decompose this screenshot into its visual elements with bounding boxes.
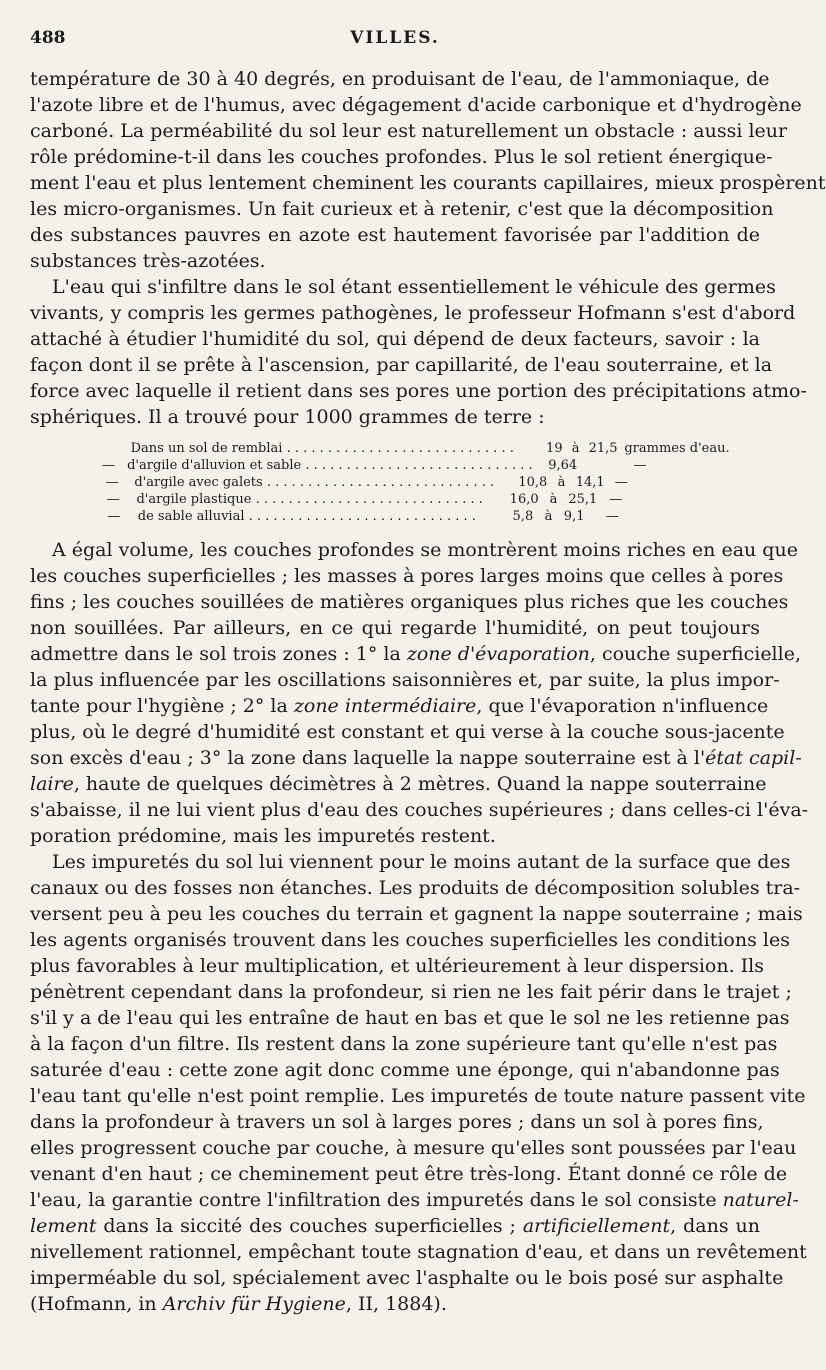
text-line: la plus influencée par les oscillations saisonnières et, par suite, la plus impor- (30, 669, 780, 691)
text-line: nivellement rationnel, empêchant toute stagnation d'eau, et dans un revêtement (30, 1241, 807, 1263)
table-sep: à (571, 441, 580, 456)
text-line: L'eau qui s'infiltre dans le sol étant essentiellement le véhicule des germes (52, 276, 776, 298)
paragraph-1 (30, 66, 826, 274)
table-value-max: 25,1 (568, 492, 598, 507)
table-label: d'argile avec galets . . . . . . . . . . . . . . . . . . . . . . . . . . . . (134, 475, 495, 490)
text-line: saturée d'eau : cette zone agit donc comme une éponge, qui n'abandonne pas (30, 1059, 780, 1081)
table-value-min: 9,64 (548, 458, 578, 473)
running-title: VILLES. (350, 28, 440, 48)
table-value-max: 9,1 (563, 509, 585, 524)
table-sep: à (557, 475, 566, 490)
text-line: dans la profondeur à travers un sol à larges pores ; dans un sol à pores fins, (30, 1111, 764, 1133)
paragraph-2 (30, 274, 807, 430)
text-line: l'eau, la garantie contre l'infiltration des impuretés dans le sol consiste naturel- (30, 1189, 799, 1211)
table-dash: — (106, 492, 120, 507)
text-line: rôle prédomine-t-il dans les couches profondes. Plus le sol retient énergique- (30, 146, 773, 168)
text-line: laire, haute de quelques décimètres à 2 mètres. Quand la nappe souterraine (30, 773, 767, 795)
text-line: son excès d'eau ; 3° la zone dans laquelle la nappe souterraine est à l'état capil- (30, 747, 802, 769)
table-value-max: 14,1 (575, 475, 605, 490)
table-row (90, 491, 730, 508)
text-line: Les impuretés du sol lui viennent pour le moins autant de la surface que des (52, 851, 791, 873)
table-unit: — (609, 492, 623, 507)
text-line: s'il y a de l'eau qui les entraîne de haut en bas et que le sol ne les retienne pas (30, 1007, 790, 1029)
text-line: à la façon d'un filtre. Ils restent dans la zone supérieure tant qu'elle n'est pas (30, 1033, 778, 1055)
text-line: lement dans la siccité des couches superficielles ; artificiellement, dans un (30, 1215, 760, 1237)
text-line: carboné. La perméabilité du sol leur est naturellement un obstacle : aussi leur (30, 120, 788, 142)
table-sep: à (544, 509, 553, 524)
text-line: sphériques. Il a trouvé pour 1000 grammes de terre : (30, 406, 545, 428)
table-unit: — (605, 509, 619, 524)
table-row (90, 508, 730, 525)
text-line: poration prédomine, mais les impuretés restent. (30, 825, 496, 847)
table-unit: — (614, 475, 628, 490)
text-line: (Hofmann, in Archiv für Hygiene, II, 1884). (30, 1293, 447, 1315)
text-line: force avec laquelle il retient dans ses pores une portion des précipitations atmo- (30, 380, 807, 402)
table-dash: — (102, 458, 116, 473)
text-line: imperméable du sol, spécialement avec l'asphalte ou le bois posé sur asphalte (30, 1267, 784, 1289)
table-row (90, 457, 730, 474)
table-dash: — (105, 475, 119, 490)
text-line: venant d'en haut ; ce cheminement peut être très-long. Étant donné ce rôle de (30, 1163, 788, 1185)
text-line: pénètrent cependant dans la profondeur, si rien ne les fait périr dans le trajet ; (30, 981, 792, 1003)
table-sep: à (549, 492, 558, 507)
paragraph-3 (30, 537, 809, 849)
text-line: plus favorables à leur multiplication, et ultérieurement à leur dispersion. Ils (30, 955, 765, 977)
soil-water-table (90, 440, 730, 525)
text-line: tante pour l'hygiène ; 2° la zone intermédiaire, que l'évaporation n'influence (30, 695, 769, 717)
table-value-max: 21,5 (588, 441, 618, 456)
table-row (90, 440, 730, 457)
text-line: ment l'eau et plus lentement cheminent les courants capillaires, mieux prospèrent (30, 172, 826, 194)
table-value-min: 5,8 (512, 509, 534, 524)
text-line: non souillées. Par ailleurs, en ce qui regarde l'humidité, on peut toujours (30, 617, 760, 639)
text-line: s'abaisse, il ne lui vient plus d'eau des couches supérieures ; dans celles-ci l'éva- (30, 799, 809, 821)
text-line: A égal volume, les couches profondes se montrèrent moins riches en eau que (52, 539, 798, 561)
text-line: attaché à étudier l'humidité du sol, qui dépend de deux facteurs, savoir : la (30, 328, 760, 350)
text-line: vivants, y compris les germes pathogènes, le professeur Hofmann s'est d'abord (30, 302, 796, 324)
text-line: les couches superficielles ; les masses à pores larges moins que celles à pores (30, 565, 784, 587)
text-line: fins ; les couches souillées de matières organiques plus riches que les couches (30, 591, 789, 613)
text-line: l'eau tant qu'elle n'est point remplie. Les impuretés de toute nature passent vite (30, 1085, 806, 1107)
text-line: les micro-organismes. Un fait curieux et à retenir, c'est que la décomposition (30, 198, 774, 220)
text-line: versent peu à peu les couches du terrain et gagnent la nappe souterraine ; mais (30, 903, 803, 925)
text-line: admettre dans le sol trois zones : 1° la zone d'évaporation, couche superficielle, (30, 643, 801, 665)
table-value-min: 19 (546, 441, 563, 456)
text-line: les agents organisés trouvent dans les couches superficielles les conditions les (30, 929, 790, 951)
table-value-min: 16,0 (509, 492, 539, 507)
paragraph-4 (30, 849, 807, 1317)
text-line: plus, où le degré d'humidité est constant et qui verse à la couche sous-jacente (30, 721, 785, 743)
text-line: elles progressent couche par couche, à mesure qu'elles sont poussées par l'eau (30, 1137, 797, 1159)
text-line: température de 30 à 40 degrés, en produisant de l'eau, de l'ammoniaque, de (30, 68, 770, 90)
table-unit: grammes d'eau. (624, 441, 730, 456)
table-dash: — (107, 509, 121, 524)
page-number: 488 (30, 28, 66, 48)
text-line: canaux ou des fosses non étanches. Les produits de décomposition solubles tra- (30, 877, 801, 899)
table-label: d'argile d'alluvion et sable . . . . . . . . . . . . . . . . . . . . . . . . . . . . (127, 458, 533, 473)
text-line: façon dont il se prête à l'ascension, par capillarité, de l'eau souterraine, et la (30, 354, 773, 376)
table-unit: — (633, 458, 647, 473)
table-row (90, 474, 730, 491)
text-line: substances très-azotées. (30, 250, 266, 272)
table-label: Dans un sol de remblai . . . . . . . . . . . . . . . . . . . . . . . . . . . . (130, 441, 514, 456)
table-value-min: 10,8 (518, 475, 548, 490)
page-header (30, 28, 760, 58)
body-text (30, 66, 826, 1317)
table-label: de sable alluvial . . . . . . . . . . . . . . . . . . . . . . . . . . . . (137, 509, 476, 524)
table-label: d'argile plastique . . . . . . . . . . . . . . . . . . . . . . . . . . . . (136, 492, 483, 507)
text-line: l'azote libre et de l'humus, avec dégagement d'acide carbonique et d'hydrogène (30, 94, 802, 116)
text-line: des substances pauvres en azote est hautement favorisée par l'addition de (30, 224, 760, 246)
